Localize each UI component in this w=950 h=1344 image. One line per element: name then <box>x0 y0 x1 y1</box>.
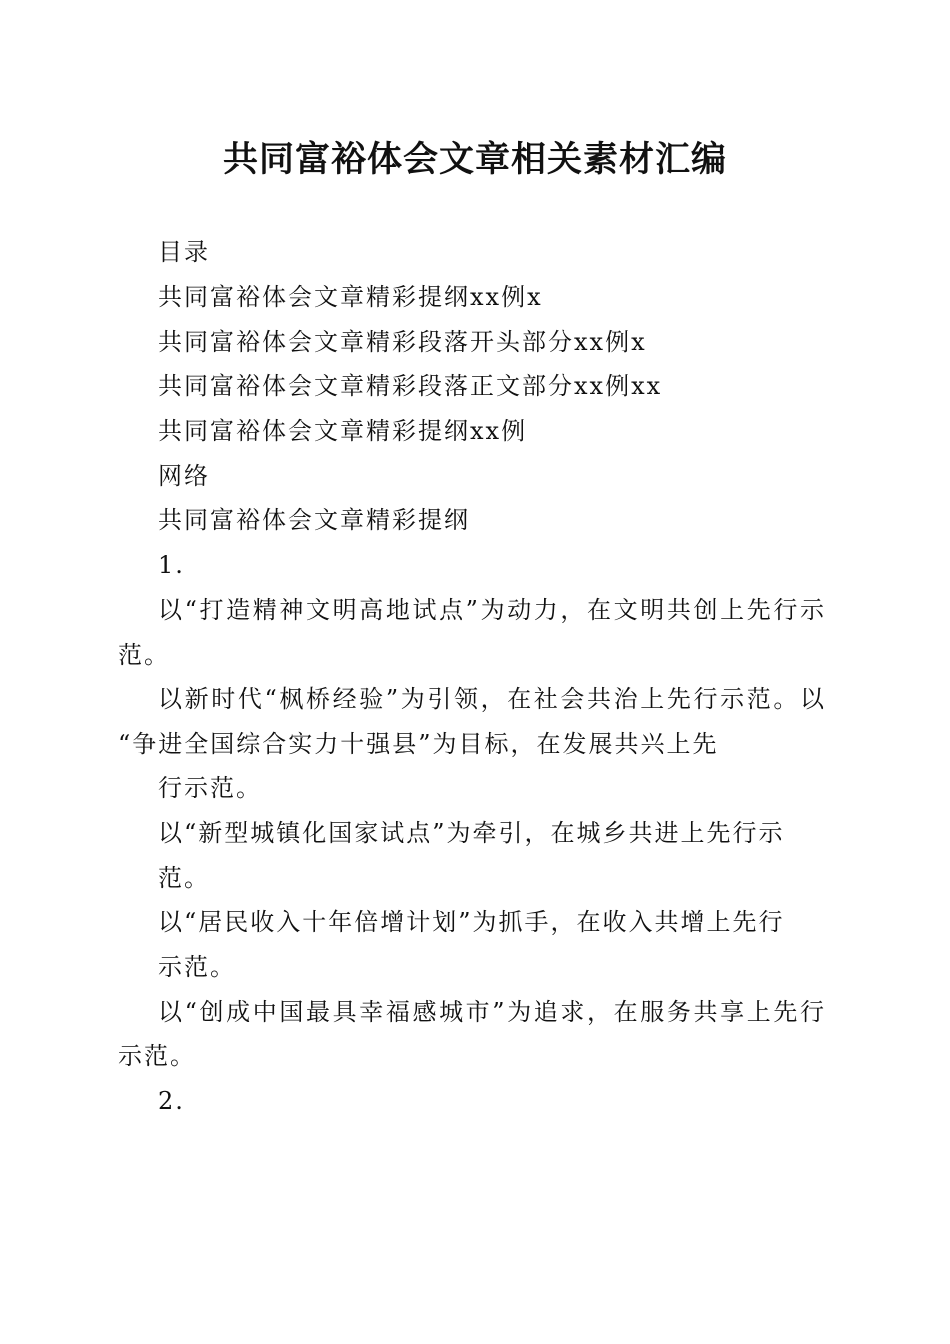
paragraph-line: 以“居民收入十年倍增计划”为抓手，在收入共增上先行 <box>158 908 785 936</box>
paragraph-line: 示范。 <box>158 953 236 981</box>
section-number: 2. <box>158 1087 185 1115</box>
document-title: 共同富裕体会文章相关素材汇编 <box>222 139 727 180</box>
paragraph-line: 以“新型城镇化国家试点”为牵引，在城乡共进上先行示 <box>158 819 785 847</box>
section-number: 1. <box>158 551 185 579</box>
paragraph-line: 范。 <box>158 864 210 892</box>
paragraph-line: 范。 <box>118 641 170 669</box>
toc-item: 共同富裕体会文章精彩段落正文部分xx例xx <box>158 372 663 400</box>
paragraph-line: 以“打造精神文明高地试点”为动力，在文明共创上先行示 <box>158 596 826 624</box>
toc-item: 共同富裕体会文章精彩段落开头部分xx例x <box>158 328 647 356</box>
toc-item: 共同富裕体会文章精彩提纲xx例x <box>158 283 543 311</box>
toc-item: 共同富裕体会文章精彩提纲xx例 <box>158 417 528 445</box>
toc-heading: 目录 <box>158 238 210 266</box>
paragraph-line: 以“创成中国最具幸福感城市”为追求，在服务共享上先行 <box>158 998 826 1026</box>
source-label: 网络 <box>158 462 210 490</box>
paragraph-line: 示范。 <box>118 1042 196 1070</box>
paragraph-line: 以新时代“枫桥经验”为引领，在社会共治上先行示范。以 <box>158 685 826 713</box>
paragraph-line: 行示范。 <box>158 774 262 802</box>
section-title: 共同富裕体会文章精彩提纲 <box>158 506 470 534</box>
paragraph-line: “争进全国综合实力十强县”为目标，在发展共兴上先 <box>118 730 719 758</box>
